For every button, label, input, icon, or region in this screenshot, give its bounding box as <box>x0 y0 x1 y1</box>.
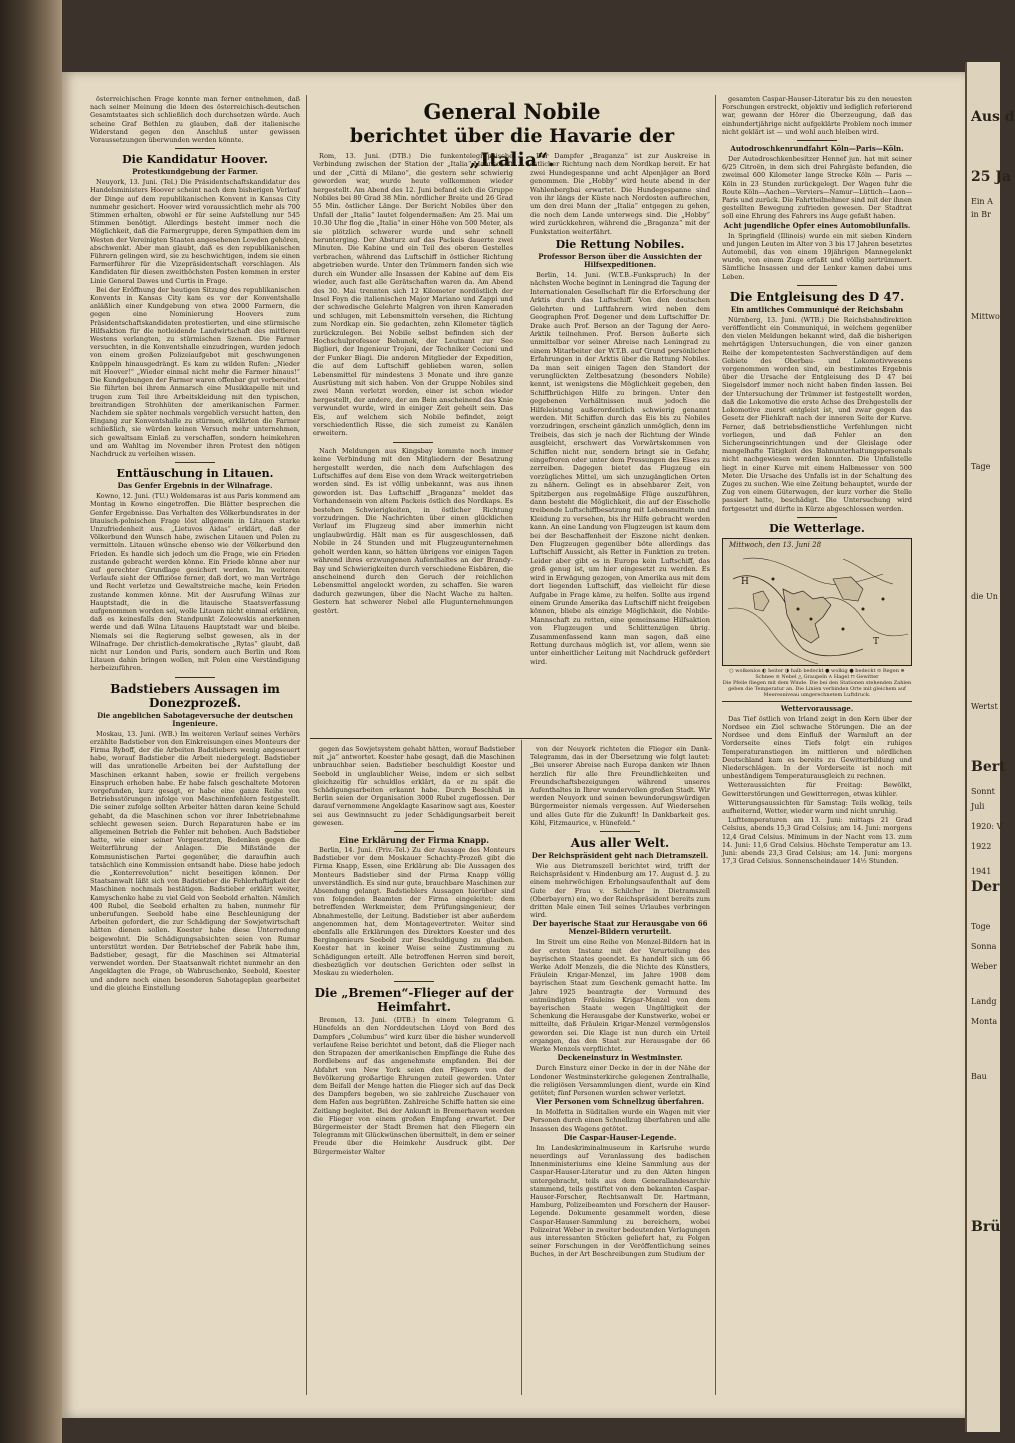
separator <box>797 517 837 518</box>
subheadline: Deckeneinsturz in Westminster. <box>557 1053 683 1063</box>
headline-wetterlage: Die Wetterlage. <box>769 521 865 535</box>
adjacent-text-fragment: Bau <box>971 1072 987 1081</box>
headline-badstieber: Badstiebers Aussagen im Donezprozeß. <box>110 681 280 710</box>
subheadline: Acht jugendliche Opfer eines Automobilunfalls. <box>723 220 911 230</box>
map-title: Mittwoch, den 13. Juni 28 <box>729 540 822 549</box>
adjacent-text-fragment: 1941 <box>971 867 992 876</box>
subheadline-hoover: Protestkundgebung der Farmer. <box>132 167 258 177</box>
subheadline: Der bayerische Staat zur Herausgabe von 66 Menzel-Bildern verurteilt. <box>532 919 708 937</box>
headline-knapp: Eine Erklärung der Firma Knapp. <box>338 835 490 846</box>
separator <box>797 285 837 286</box>
article-text: Nürnberg, 13. Juni. (WTB.) Die Reichsbahndirektion veröffentlicht ein Communiqué, in welchem gegenüber den vielen Meldungen bekannt wird, daß die bisherigen mehrtägigen Untersuchungen, die von einer ganzen Reihe der kompetentesten Sachverständigen auf dem Gebiete des Oberbau- und Lokomotivwesens vorgenommen worden sind, ein bestimmtes Ergebnis über die Ursache der Entgleisung des D 47 bei Siegelsdorf immer noch nicht haben finden lassen. Bei der Untersuchung der Trümmer ist festgestellt worden, daß die Lokomotive die erste Achse des Drehgestells der Lokomotive zuerst entgleist ist, und zwar gegen das Gesetz der Fliehkraft nach der inneren Seite der Kurve. Ferner, daß betriebsdienstliche Verfehlungen nicht vorliegen, und daß Fehler an den Sicherungseinrichtungen und der Gleislage oder mangelhafte Tätigkeit des Bahnunterhaltungspersonals nicht nachgewiesen werden konnten. Die Unfallstelle liegt in einer Kurve mit einem Halbmesser von 500 Meter. Die Ursache des Unfalls ist in der Schaltung des Zuges zu suchen. Wie eine Zeitung behauptet, wurde der Zug von einem Güterwagen, der kurz vorher die Stelle passiert hatte, beschädigt. Die Untersuchung wird fortgesetzt und dürfte in Kürze abgeschlossen werden. <box>722 315 912 513</box>
column-2-upper <box>313 152 513 616</box>
article-text: Im Landeskriminalmuseum in Karlsruhe wurde neuerdings auf Veranlassung des badischen Innenministeriums eine kleine Sammlung aus der Caspar-Hauser-Literatur und zu den Akten hingen untergebracht, teils aus dem Generallandesarchiv stammend, teils gestiftet von dem bekannten Caspar-Hauser-Forscher, Rechtsanwalt Dr. Hartmann, Hamburg, Polizeibeamten und Forschern der Hauser-Legende. Dokumente gesammelt worden, diese Caspar-Hauser-Sammlung zu bereichern, wobei Polizeirat Weber in zweiter bedeutenden Verlagungen aus interessanten Stücken geliefert hat, zu Folgen seiner Forschungen in der Veröffentlichung seines Buches, in der Art Beschreibungen zum Studium der <box>530 1143 710 1259</box>
headline-hoover: Die Kandidatur Hoover. <box>122 153 268 167</box>
headline-litauen: Enttäuschung in Litauen. <box>116 467 274 481</box>
weather-map <box>722 538 912 666</box>
article-text: In Molfetta in Süditalien wurde ein Wagen mit vier Personen durch einen Schnellzug überfahren und alle Insassen des Wagens getötet. <box>530 1108 710 1133</box>
subheadline: Wettervoraussage. <box>780 703 854 713</box>
svg-text:H: H <box>741 576 749 587</box>
map-legend: ○ wolkenlos ◐ heiter ◑ halb bedeckt ● wolkig ● bedeckt ⊙ Regen ⊛ Schnee ≡ Nebel △ Graupeln ∧ Hagel ⊓ Gewitter <box>729 667 905 680</box>
column-3-lower <box>530 745 710 1260</box>
column-divider <box>521 740 522 1395</box>
subheadline-rettung: Professor Berson über die Aussichten der Hilfsexpeditionen. <box>538 252 702 270</box>
adjacent-page-edge <box>965 62 1015 1432</box>
article-text: Das Tief östlich von Irland zeigt in den Kern über der Nordsee ein Ziel schwache Störungen. Die an der Nordsee und dem Einfluß der Warmluft an der Vorderseite eines Tiefs folgt ein ruhiges Temperaturanstiegen im mittleren und nördlichen Deutschland kam es bereits zu Gewitterbildung und Niederschlägen. In der Vorderseite ist noch mit unbeständigem Temperaturausgleich zu rechnen. <box>722 714 912 781</box>
adjacent-text-fragment: 1922 <box>971 842 992 851</box>
adjacent-text-fragment: Bert <box>971 759 1006 775</box>
column-divider <box>306 95 307 1395</box>
article-text: Wie aus Dietramszell berichtet wird, trifft der Reichspräsident v. Hindenburg am 17. August d. J. zu einem mehrwöchigen Erholungsaufenthalt auf dem Gute der Frau v. Schilcher in Dietramszell (Oberbayern) ein, wo der Reichspräsident bereits zum dritten Male einen Teil seines Urlaubes verbringen wird. <box>530 862 710 920</box>
column-divider <box>715 95 716 1395</box>
separator <box>175 677 215 678</box>
adjacent-text-fragment: Mittwo <box>971 312 1000 321</box>
main-headline-line-2: berichtet über die Havarie der „Italia“. <box>349 125 675 171</box>
article-text: Kowno, 12. Juni. (TU.) Woldemaras ist aus Paris kommend am Montag in Kowno eingetroffen. Die Blätter besprechen die Genfer Ergebnisse. Das Verhalten des Völkerbundsrates in der litauisch-polnischen Frage löst allgemein in Litauen starke Unzufriedenheit aus. „Lietuvos Aidas“ erklärt, daß der Völkerbund den Wunsch habe, zwischen Litauen und Polen zu vermitteln. Litauen wünsche ebenso wie der Völkerbund den Frieden. Es handle sich jedoch um die Frage, wie ein Frieden zustande gebracht werden könne. Ein Friede könne aber nur auf gerechter Grundlage gesichert werden. Im weiteren Verlaufe sieht der Offiziöse ferner, daß dort, wo man Verträge und Recht verletze und Gewaltstreiche mache, kein Frieden zustande kommen könne. Mit der Ausrufung Wilnas zur Hauptstadt, die in die litauische Staatsverfassung aufgenommen worden sei, wolle Litauen nicht einmal erklären, daß es keinesfalls den Standpunkt Zeleowskis anerkennen werde und daß Wilna Litauens Hauptstadt war und bleibe. Niemals sei die Regierung selbst gewesen, als in der Wilnafrage. Der christlich-demokratische „Rytas“ glaubt, daß nicht nur London und Paris, sondern auch Berlin und Rom Litauen dahin bringen wollen, mit Polen eine Verständigung herbeizuführen. <box>90 492 300 673</box>
adjacent-text-fragment: Landg <box>971 997 997 1006</box>
subheadline-d47: Ein amtliches Communiqué der Reichsbahn <box>730 304 904 314</box>
main-headline-line-1: General Nobile <box>423 99 601 124</box>
map-legend-note: Die Pfeile fliegen mit dem Winde. Die bei den Stationen stehenden Zahlen geben die Temperatur an. Die Linien verbinden Orte mit gleichem auf Meeresniveau umgerechnetem Luftdruck. <box>722 679 912 698</box>
article-text: Im Streit um eine Reihe von Menzel-Bildern hat in der ersten Instanz mit der Verurteilung des bayrischen Staates geendet. Es handelt sich um 66 Werke Adolf Menzels, die die Nichte des Künstlers, Fräulein Krigar-Menzel, im Jahre 1908 dem bayrischen Staat zum Geschenk gemacht hatte. Im Jahre 1925 beantragte der Vormund des entmündigten Fräuleins Krigar-Menzel von dem bayerischen Staate wegen Ungültigkeit der Schenkung die Herausgabe der Kunstwerke, wobei er mitteilte, daß Fräulein Krigar-Menzel vermögenslos geworden sei. Die Klage ist nun durch ein Urteil ergangen, das den Staat zur Herausgabe der 66 Werke Menzels verpflichtet. <box>530 938 710 1054</box>
adjacent-text-fragment: 1920: V <box>971 822 1003 831</box>
headline-d47: Die Entgleisung des D 47. <box>729 289 905 304</box>
section-rule <box>310 738 712 739</box>
subheadline: Vier Personen vom Schnellzug überfahren. <box>535 1097 705 1107</box>
article-text: Neuyork, 13. Juni. (Tel.) Die Präsidentschaftskandidatur des Handelsministers Hoover scheint nach dem bisherigen Verlauf der Dinge auf dem republikanischen Konvent in Kansas City nunmehr gesichert. Hoover wird voraussichtlich mehr als 700 Stimmen erhalten, obwohl er für seine Aufstellung nur 545 Stimmen benötigt. Allerdings besteht immer noch die Möglichkeit, daß die Farmergruppe, deren Sympathien dem im Westen der Vereinigten Staaten angesehenen Lowden gehören, abschwenkt. Aber man glaubt, daß es den republikanischen Führern gelingen wird, sie zu beschwichtigen, indem sie einen Farmerführer für die Vizepräsidentschaft vorschlagen. Als Kandidaten für diesen zweithöchsten Posten kommen in erster Linie General Dawes und Curtis in Frage. <box>90 178 300 285</box>
article-text: Wetteraussichten für Freitag: Bewölkt, Gewitterstörungen und Gewitterregen, etwas kühler. <box>722 781 912 798</box>
article-text: Bremen, 13. Juni. (DTB.) In einem Telegramm G. Hünefelds an den Norddeutschen Lloyd von Bord des Dampfers „Columbus“ wird kurz über die bisher wundervoll verlaufene Reise berichtet und betont, daß die Flieger nach den Strapazen der amerikanischen Empfänge die Ruhe des Bordlebens auf das angenehmste empfanden. Bei der Abfahrt von New York seien den Fliegern von der Bevölkerung großartige Ehrungen zuteil geworden. Unter dem Beifall der Menge hatten die Flieger sich auf das Deck des Dampfers begeben, wo sie zahlreiche Zuschauer von dem Hafen aus begrüßten. Zahlreiche Schiffe hatten sie eine Zeitlang begleitet. Bei der Ankunft in Bremerhaven werden die Flieger von einem großen Empfang erwartet. Der Bürgermeister der Stadt Bremen hat den Fliegern ein Telegramm mit Glückwünschen übermittelt, in dem er seiner Freude über die Heimkehr Ausdruck gibt. Der Bürgermeister Walter <box>313 1016 515 1156</box>
article-continuation: österreichischen Frage konnte man ferner entnehmen, daß nach seiner Meinung die Ideen des österreichisch-deutschen Gesamtstaates sich schließlich doch durchsetzen würde. Auch scheine Graf Bethlen zu glauben, daß der italienische Widerstand gegen den Anschluß unter gewissen Voraussetzungen überwunden werden könnte. <box>90 95 300 145</box>
column-4 <box>722 95 912 866</box>
article-text: Durch Einsturz einer Decke in der in der Nähe der Londoner Westminsterkirche gelegenen Zentralhalle, die religiösen Versammlungen dient, wurde ein Kind getötet; fünf Personen wurden schwer verletzt. <box>530 1064 710 1097</box>
headline-aus-aller-welt: Aus aller Welt. <box>570 836 670 851</box>
article-continuation: gegen das Sowjetsystem gehabt hätten, worauf Badstieber mit „ja“ antwortet. Koester habe gesagt, daß die Maschinen unbrauchbar seien. Badstieber beschuldigt Koester und Seebold in unglaublicher Weise, indem er sich selbst gleichzeitig für schuldlos erklärt, da er zu spät die Schädigungsarbeiten erkannt habe. Durch Beschluß in Berlin seien der Organisation 3000 Rubel zugeflossen. Der darauf vernommene Angeklagte Kasarinow sagt aus, Koester sei aus Gewinnsucht zu jeder Schädigungsarbeit bereit gewesen. <box>313 745 515 827</box>
column-2-lower <box>313 745 515 1157</box>
adjacent-text-fragment: Ein A <box>971 197 993 206</box>
headline-rettung: Die Rettung Nobiles. <box>555 238 685 252</box>
adjacent-text-fragment: Aus d <box>971 109 1015 125</box>
subheadline: Autodroschkenrundfahrt Köln—Paris—Köln. <box>730 144 904 154</box>
subheadline: Der Reichspräsident geht nach Dietramszell. <box>531 851 709 861</box>
article-text: Bei der Eröffnung der heutigen Sitzung des republikanischen Konvents in Kansas City kam es vor der Konventshalle anläßlich einer Kundgebung von etwa 2000 Farmern, die gegen eine Nominierung Hoovers zum Präsidentschaftskandidaten protestierten, und eine stürmische Hilfsaktion für die notleidende Landwirtschaft des mittleren Westens verlangten, zu stürmischen Szenen. Die Farmer versuchten, in die Konventshalle einzudringen, wurden jedoch von einem großen Polizeiaufgebot mit geschwungenen Knüppeln hinausgedrängt. Es kam zu wilden Rufen: „Nieder mit Hoover!“ „Wieder einmal nicht mehr die Farmer hinaus!“ Die Kundgebungen der Farmer waren offenbar gut vorbereitet. Sie führten bei ihrem Anmarsch eine Musikkapelle mit und trugen zum Teil ihre Arbeitskleidung mit den typischen, breitrandigen Strohhüten der amerikanischen Farmer. Nachdem sie später nochmals vergeblich versucht hatten, den Eingang zur Konventshalle zu stürmen, erklärten die Farmer schließlich, sie würden keinen Versuch mehr unternehmen, sich gewaltsam Einlaß zu verschaffen, sondern heimkehren und am Wahltag im November ihren Protest den nötigen Nachdruck zu verleihen wissen. <box>90 285 300 458</box>
adjacent-text-fragment: Toge <box>971 922 991 931</box>
article-text: Moskau, 13. Juni. (WB.) Im weiteren Verlauf seines Verhörs erzählte Badstieber von den Einkreisungen eines Monteurs der Firma Ryboff, der die Arbeiten Badstiebers wenig angeseuert habe, worauf Badstieber die Arbeit niedergelegt. Badstieber will das unrationelle Arbeiten bei der Aufstellung der Maschinen erkannt haben, sowie er freilich vergebens Einspruch erhoben habe. Er habe falsch geschaltete Motoren vorgefunden, kurz gesagt, er habe eine ganze Reihe von Betriebsstörungen infolge von Maschinenfehlern festgestellt. Die seiner zufolge sollten Arbeiter hätten daran keine Schuld gehabt, da die Maschinen schon vor ihrer Inbetriebnahme schlecht gewesen seien. Durch Reparaturen habe er im allgemeinen Betrieb die Fehler mit behoben. Auch Badstieber hatte, wie einer seiner Vorgesetzten, Bedenken gegen die Weiterführung der Anlagen. Die Mißstände der Kommunistischen Partei gegenüber, die daraufhin auch tatsächlich eine Kommission entsandt habe. Diese habe jedoch die „Konterrevolution“ nicht beseitigen können. Der Staatsanwalt läßt sich von Badstieber die Fehlerhaftigkeit der Maschinen nochmals bestätigen. Badstieber erklärt weiter, Kamyschenko habe zu viel Geld von Seebold erhalten. Nämlich 400 Rubel, die Seebold erhalten zu haben, nunmehr für unberufungen. Seebold habe eine Beschleunigung der Arbeiten gefordert, die zur Schädigung der Sowjetwirtschaft hätten dienen sollen. Koester habe diese Unterredung beigewohnt. Die Schädigungsabsichten seien von Rumar unterstützt worden. Der Betriebschef der Fabrik habe ihm, Badstieber, gesagt, für die Maschinen sei Altmaterial verwendet worden. Der Staatsanwalt richtet nunmehr an den Angeklagten die Frage, ob Wabruschenko, Seebold, Koester und andere noch einen besonderen Sabotageplan gearbeitet und die gleiche Einstellung <box>90 729 300 992</box>
separator <box>175 462 215 463</box>
article-text: Berlin, 14. Juni. (Priv.-Tel.) Zu der Aussage des Monteurs Badstieber vor dem Moskauer Schachty-Prozeß gibt die Firma Knapp, Essen, eine Erklärung ab: Die Aussagen des Monteurs Badstieber sind der Firma Knapp völlig unverständlich. Es sind nur gute, brauchbare Maschinen zur Absendung gelangt. Badstieblers Aussagen hierüber sind von folgenden Beamten der Firma eingeleitet: dem betreffenden Werkmeister, dem Prüfungsingenieur, der Abnahmestelle, der Leitung. Badstieber ist aber außerdem angenommen hat, dem Montagevertreter. Weiter sind ebenfalls alle Erklärungen des Direktors Koester und des Bergingenieurs Seebold zur Beschuldigung zu glauben. Koester hat in keiner Weise seine Zustimmung zu Schädigungen erteilt. Alle betroffenen Herren sind bereit, diesbezüglich vor deutschen Gerichten oder selbst in Moskau zu wiederholen. <box>313 846 515 978</box>
article-text: Berlin, 14. Juni. (W.T.B.-Funkspruch) In der nächsten Woche beginnt in Leningrad die Tagung der Internationalen Gesellschaft für die Erforschung der Arktis durch das Luftschiff. Von den deutschen Gelehrten und Luftfahrern wird neben dem Geographen Prof. Degener und dem Luftschiffer Dr. Drake auch Prof. Berson an der Tagung der Aero-Arktik teilnehmen. Prof. Berson äußerte sich unmittelbar vor seiner Abreise nach Leningrad zu einem Mitarbeiter der W.T.B. auf Grund persönlicher Erfahrungen in der Arktis über die Rettung Nobiles. Da man seit einigen Tagen den Standort der verunglückten Zeltbesatzung (besonders Nobile) kennt, ist wenigstens die Möglichkeit gegeben, den Schiffbrüchigen Hilfe zu bringen. Unter den gegebenen Verhältnissen muß jedoch die Hilfeleistung außerordentlich schwierig genannt werden. Mit Schiffen durch das Eis bis zu Nobiles vorzudringen, erscheint gänzlich unmöglich, denn im Treibeis, das sich je nach der Richtung der Winde ausgleicht, erschwert das Vorwärtskommen von Schiffen nicht nur, sondern bringt sie in Gefahr, eingefroren oder unter dem Pressungen des Eises zu zerreiben. Dagegen bietet das Flugzeug ein vorzügliches Mittel, um sich unzugänglichen Orten zu nähern. Gelingt es in absehbarer Zeit, von Spitzbergen aus regelmäßige Flüge auszuführen, dann besteht die Möglichkeit, die auf der Eisscholle treibende Luftschiffbesatzung mit Lebensmitteln und Kleidung zu versehen, bis ihr Hilfe gebracht werden kann. An eine Landung von Flugzeugen ist kaum dem bei der Beschaffenheit der Eiszone nicht denken. Den Flugzeugen gegenüber böte allerdings das Luftschiff Aussicht, als Retter in Funktion zu treten. Leider aber gibt es in Europa kein Luftschiff, das groß genug ist, um hier eingesetzt zu werden. Es wird in Erwägung gezogen, von Amerika aus mit dem dort liegenden Luftschiff, das vielleicht für diese Aufgabe in Frage käme, zu helfen. Sollte aus irgend einem Grunde Amerika das Luftschiff nicht freigeben können, bliebe als einzige Möglichkeit, die Nobile-Mannschaft zu retten, eine gemeinsame Hilfsaktion von Flugzeugen und Schlittenzügen übrig. Zusammenfassend kann man sagen, daß eine Rettung durchaus möglich ist, vor allem, wenn sie unter einheitlicher Leitung mit Nachdruck gefördert wird. <box>530 271 710 666</box>
separator <box>394 981 434 982</box>
article-text: In Springfield (Illinois) wurde ein mit sieben Kindern und jungen Leuten im Alter von 3 bis 17 Jahren besetztes Automobil, das von einem 19jährigen Mannegelenkt wurde, von einem Zuge erfaßt und völlig zertrümmert. Sämtliche Insassen und der Lenker kamen dabei ums Leben. <box>722 231 912 281</box>
subheadline: Die Caspar-Hauser-Legende. <box>563 1132 677 1142</box>
subheadline-litauen: Das Genfer Ergebnis in der Wilnafrage. <box>117 481 273 491</box>
adjacent-text-fragment: Tage <box>971 462 991 471</box>
adjacent-text-fragment: Wertst <box>971 702 998 711</box>
adjacent-text-fragment: Sonna <box>971 942 997 951</box>
separator <box>797 140 837 141</box>
headline-bremen: Die „Bremen“-Flieger auf der Heimfahrt. <box>314 986 514 1015</box>
adjacent-text-fragment: Weber <box>971 962 997 971</box>
separator <box>393 442 433 443</box>
adjacent-text-fragment: Monta <box>971 1017 998 1026</box>
separator <box>722 701 912 702</box>
article-text: Rom, 13. Juni. (DTB.) Die funkentelegraphische Verbindung zwischen der Station der „Italia“-Mannschaft und der „Città di Milano“, die gestern sehr schwierig geworden war, wurde heute vollkommen wieder hergestellt. Am Abend des 12. Juni befand sich die Gruppe Nobiles bei 80 Grad 38 Min. nördlicher Breite und 26 Grad 55 Min. östlicher Länge. Der Bericht Nobiles über den Unfall der „Italia“ lautet folgendermaßen: Am 25. Mai um 10.30 Uhr flog die „Italia“ in einer Höhe von 500 Meter, als sie plötzlich schwerer wurde und sehr schnell herunterging. Der Absturz auf das Packeis dauerte zwei Minuten. Die Kabine und ein Teil des oberen Gestelles verbrachen, während das Luftschiff in östlicher Richtung abgetrieben wurde. Unter den Trümmern fanden sich wie durch ein Wunder alle Insassen der Kabine auf dem Eis wieder, auch fast alle Gerätschaften waren da. Am Abend des 30. Mai trennten sich 12 Kilometer nordöstlich der Insel Foyn die italienischen Major Mariano und Zappi und der schwedische Gelehrte Malgren von ihren Kameraden und schlugen, mit Lebensmitteln versehen, die Richtung zum Nordkap ein. Sie gedachten, zehn Kilometer täglich zurückzulegen. Bei Nobile selbst befinden sich der Hochschulprofessor Behunek, der Leutnant zur See Biglieri, der Ingenieur Trojani, der Techniker Cecioni und der Funker Biagi. Die anderen Mitglieder der Expedition, die auf dem Luftschiff geblieben waren, sollen Lebensmittel für mindestens 3 Monate und ihre ganze Ausrüstung mit sich haben. Von der Gruppe Nobiles sind zwei Mann verletzt worden, einer ist schon wieder hergestellt, der andere, der am Bein anscheinend das Knie verwundet wurde, wird in einiger Zeit geheilt sein. Das Eis, auf welchem sich Nobile befindet, zeigt verschiedentlich Risse, die sich zumeist zu Kanälen erweitern. <box>313 152 513 438</box>
weather-map-drawing <box>723 539 913 667</box>
adjacent-text-fragment: die Un <box>971 592 998 601</box>
separator <box>394 831 434 832</box>
article-text: Witterungsaussichten für Samstag: Teils wolkig, teils aufheiternd, Wetter, wieder warm und nicht unruhig. <box>722 798 912 815</box>
svg-text:T: T <box>873 636 880 647</box>
adjacent-text-fragment: in Br <box>971 210 991 219</box>
adjacent-text-fragment: Sonnt <box>971 787 995 796</box>
adjacent-text-fragment: Der <box>971 879 1000 895</box>
subheadline-badstieber: Die angeblichen Sabotageversuche der deutschen Ingenieure. <box>97 710 293 728</box>
column-1 <box>90 95 300 993</box>
adjacent-text-fragment: Juli <box>971 802 985 811</box>
article-continuation: von der Neuyork richteten die Flieger ein Dank-Telegramm, das in der Übersetzung wie folgt lautet: „Bei unserer Abreise nach Europa danken wir Ihnen herzlich für alle Ihre Freundlichkeiten und Freundschaftsbezeigungen während unseres Aufenthaltes in Ihrer wundervollen großen Stadt. Wir werden Neuyork und seinen bewunderungswürdigen Bürgermeister niemals vergessen. Auf Wiedersehen und alles Gute für die Zukunft! In Dankbarkeit ges. Köhl, Fitzmaurice, v. Hünefeld.“ <box>530 745 710 827</box>
book-binding-edge <box>0 0 62 1443</box>
article-text: Lufttemperaturen am 13. Juni: mittags 21 Grad Celsius, abends 15,3 Grad Celsius; am 14. Juni: morgens 12,4 Grad Celsius. Minimum in der Nacht vom 13. zum 14. Juni: 11,6 Grad Celsius. Höchste Temperatur am 13. Juni: abends 23,3 Grad Celsius; am 14. Juni: morgens 17,3 Grad Celsius. Sonnenscheindauer 14½ Stunden. <box>722 816 912 866</box>
column-3-upper <box>530 152 710 667</box>
article-text: Der Autodroschkenbesitzer Hennef jun. hat mit seiner 6/25 Citroën, in dem sich drei Fahrgäste befanden, die zweimal 600 Kilometer lange Strecke Köln — Paris — Köln in 23 Stunden zurückgelegt. Der Wagen fuhr die Route Köln—Aachen—Verviers—Namur—Lüttich—Laon—Paris und zurück. Die Fahrtteilnehmer sind mit der ihnen gestellten Bewegung zufrieden gewesen. Der Stadtrat soll eine Ehrung des Fahrers ins Auge gefaßt haben. <box>722 155 912 221</box>
article-text: Der Dampfer „Braganza“ ist zur Auskreise in östlicher Richtung nach dem Nordkap bereit. Er hat zwei Hundegespanne und acht Alpenjäger an Bord genommen. Die „Hobby“ wird heute abend in der Wahlenbergbai erwartet. Die Hundegespanne sind von ihr längs der Küste nach Nordosten aufbrechen, um den drei Mann der „Italia“ entgegen zu gehen, die noch dem Lande unterwegs sind. Die „Hobby“ wird zurückkehren, während die „Braganza“ mit der Funkstation weiterfährt. <box>530 152 710 236</box>
article-text: Nach Meldungen aus Kingsbay kommte noch immer keine Verbindung mit den Mitgliedern der Besatzung hergestellt werden, die nach dem Aufschlagen des Luftschiffes auf dem Eise von dem Wrack weitergetrieben worden sind. Es ist völlig unbekannt, was aus ihnen geworden ist. Das Luftschiff „Braganza“ meldet das Vorhandensein von altem Packeis östlich des Nordkaps. Es bestehen Schwierigkeiten, in östlicher Richtung vorzudringen. Die Nachrichten über einen glücklichen Verlauf im Flugzeug sind aber immerhin nicht unglaubwürdig. Hält man es für ausgeschlossen, daß Nobile in 24 Stunden und mit Flugzeugunternehmen geholt werden kann, so hätten übrigens vor einigen Tagen während ihres erzwungenen Aufenthaltes an der Brandy-Bay und Schwierigkeiten durch verschiedene Eisbären, die anscheinend durch den Geruch der reichlichen Lebensmittel angelockt worden, zu schaffen. Sie waren dadurch gezwungen, über die Nacht Wache zu halten. Gestern hat schwerer Nebel alle Flugunternehmungen gestört. <box>313 446 513 615</box>
adjacent-text-fragment: Brü <box>971 1219 1001 1235</box>
adjacent-text-fragment: 25 Ja <box>971 169 1012 185</box>
separator <box>175 148 215 149</box>
separator <box>600 831 640 832</box>
article-continuation: gesamten Caspar-Hauser-Literatur bis zu den neuesten Forschungen erstreckt, objektiv und lediglich referierend war, gewann der Hörer die Überzeugung, daß das einhundertjährige nicht aufgeklärte Problem noch immer nicht geklärt ist — und wohl auch bleiben wird. <box>722 95 912 136</box>
